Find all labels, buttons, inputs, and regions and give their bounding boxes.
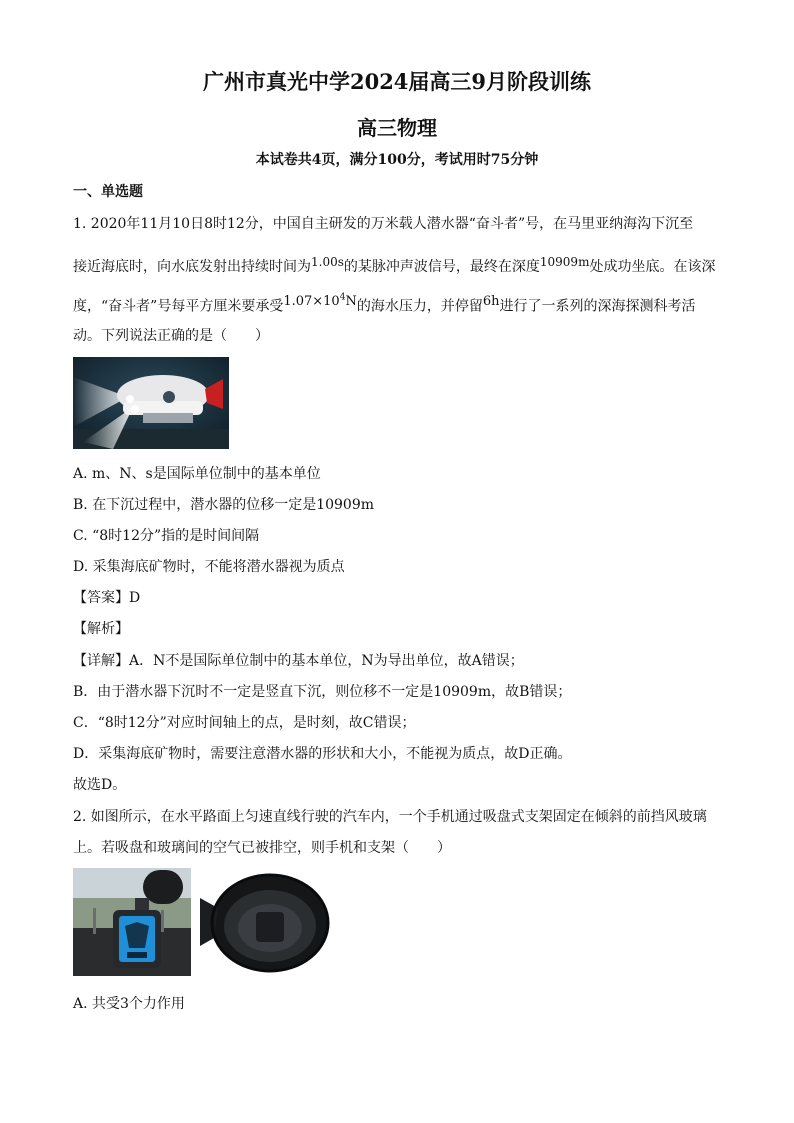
q1-line-2 [73, 252, 715, 277]
q1-explanation-5: 故选D。 [73, 777, 127, 793]
q1-option-c: C. “8时12分”指的是时间间隔 [73, 528, 260, 544]
q1-line-1: 1. 2020年11月10日8时12分，中国自主研发的万米载人潜水器“奋斗者”号，在马里亚纳海沟下沉至 [73, 216, 694, 232]
q1-option-b: B. 在下沉过程中，潜水器的位移一定是10909m [73, 497, 374, 513]
q1-line-3 [73, 293, 695, 317]
q1-stay-time: 6h [482, 294, 500, 310]
q1-explanation-4: D．采集海底矿物时，需要注意潜水器的形状和大小，不能视为质点，故D正确。 [73, 746, 572, 762]
q1-line-2-b: 的某脉冲声波信号，最终在深度 [343, 259, 540, 275]
q1-answer: 【答案】D [73, 590, 141, 606]
q2-option-a: A. 共受3个力作用 [73, 996, 185, 1012]
q1-explanation-1: 【详解】A．N不是国际单位制中的基本单位，N为导出单位，故A错误； [73, 653, 524, 669]
q1-line-3-c: 进行了一系列的深海探测科考活 [499, 298, 696, 315]
q1-pressure [283, 294, 357, 309]
section-title: 一、单选题 [73, 184, 143, 200]
exam-info: 本试卷共4页，满分100分，考试用时75分钟 [255, 152, 539, 168]
q1-explanation-2: B．由于潜水器下沉时不一定是竖直下沉，则位移不一定是10909m，故B错误； [73, 684, 572, 700]
q1-option-a: A. m、N、s是国际单位制中的基本单位 [73, 466, 321, 482]
q1-pressure-exp: 4 [339, 293, 346, 303]
q1-explanation-3: C．“8时12分”对应时间轴上的点，是时刻，故C错误； [73, 715, 416, 731]
exam-title: 广州市真光中学2024届高三9月阶段训练 [202, 69, 592, 94]
q1-line-2-c: 处成功坐底。在该深 [589, 259, 716, 275]
q1-line-2-a: 接近海底时，向水底发射出持续时间为 [73, 259, 311, 275]
subject-title: 高三物理 [357, 116, 437, 140]
q1-depth: 10909m [539, 255, 590, 269]
q1-pressure-unit: N [345, 294, 357, 310]
submersible-image [73, 357, 229, 449]
q1-analysis-label: 【解析】 [73, 621, 129, 637]
q2-line-1: 2. 如图所示，在水平路面上匀速直线行驶的汽车内，一个手机通过吸盘式支架固定在倾斜的前挡风玻璃 [73, 809, 707, 825]
q2-line-2: 上。若吸盘和玻璃间的空气已被排空，则手机和支架（ ） [73, 840, 451, 856]
q1-line-3-b: 的海水压力，并停留 [356, 298, 483, 315]
q1-duration: 1.00s [311, 255, 344, 269]
q1-option-d: D. 采集海底矿物时，不能将潜水器视为质点 [73, 559, 345, 575]
phone-holder-image [73, 868, 191, 976]
q1-line-4: 动。下列说法正确的是（ ） [73, 328, 269, 344]
q1-line-3-a: 度，“奋斗者”号每平方厘米要承受 [73, 298, 284, 315]
q1-pressure-base: 1.07×10 [283, 294, 340, 310]
suction-cup-image [200, 868, 330, 978]
